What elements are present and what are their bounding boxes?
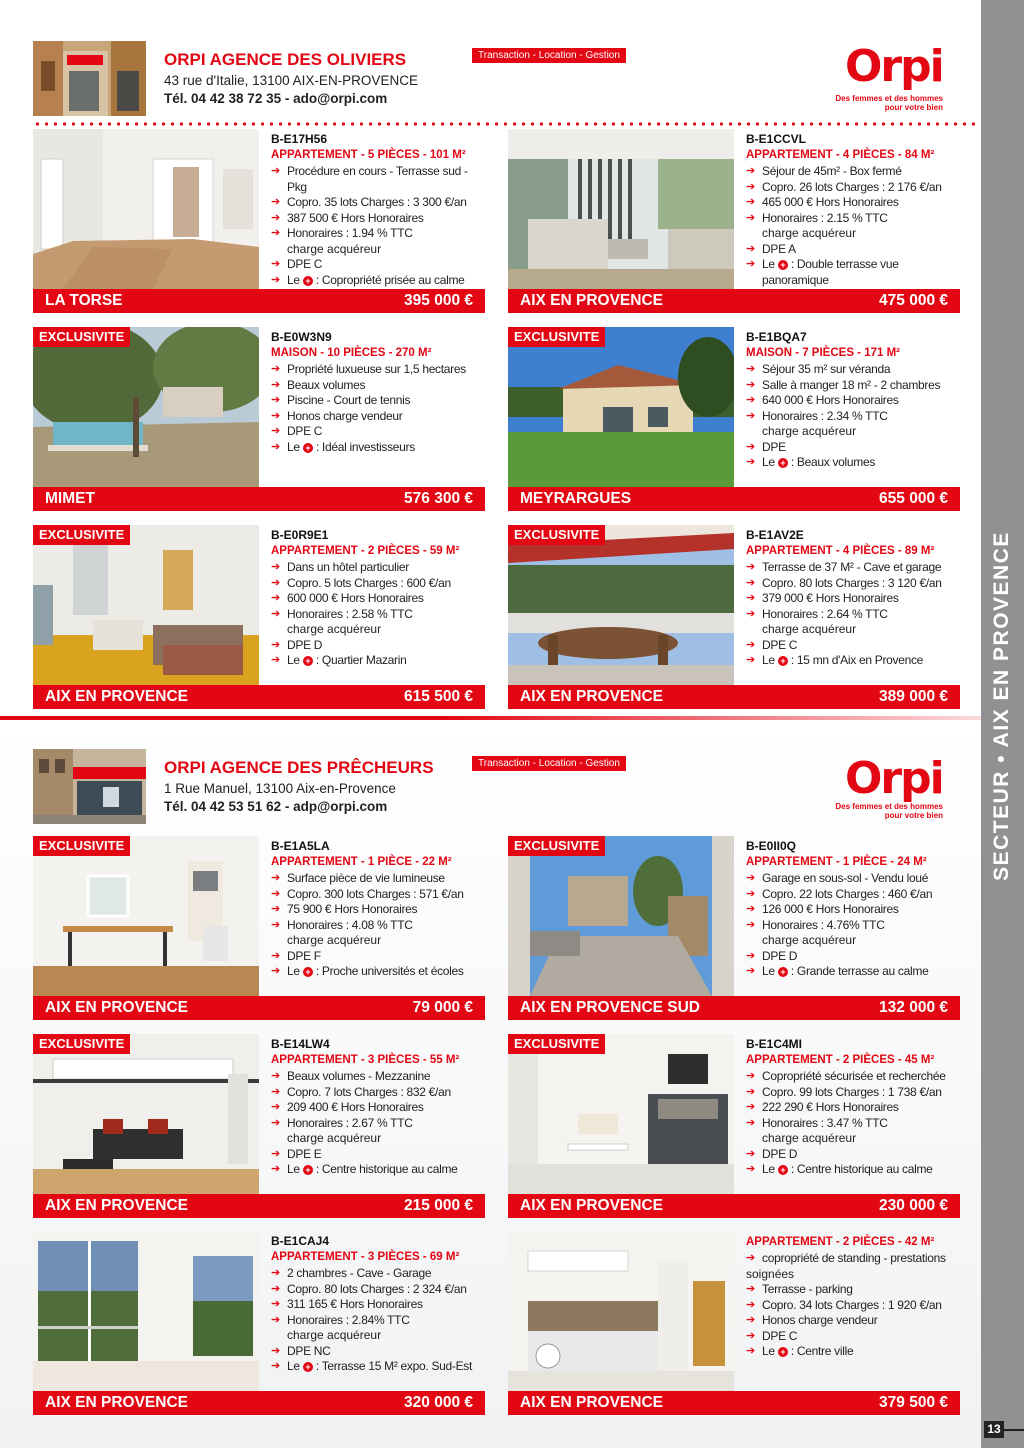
property-dpe: ➔ DPE E (271, 1147, 487, 1163)
property-feature: ➔ 126 000 € Hors Honoraires (746, 902, 962, 918)
property-details (271, 330, 487, 455)
property-feature: ➔ 209 400 € Hors Honoraires (271, 1100, 487, 1116)
plus-icon: + (303, 967, 313, 977)
property-feature: ➔ 465 000 € Hors Honoraires (746, 195, 962, 211)
property-details (746, 132, 962, 288)
exclusive-badge: EXCLUSIVITE (33, 1034, 130, 1054)
property-highlight: ➔ Le + : Grande terrasse au calme (746, 964, 962, 980)
property-highlight: ➔ Le + : Copropriété prisée au calme (271, 273, 487, 289)
property-reference: B-E1CCVL (746, 132, 807, 146)
property-feature: ➔ Séjour 35 m² sur véranda (746, 362, 962, 378)
property-feature: ➔ 222 290 € Hors Honoraires (746, 1100, 962, 1116)
property-feature: ➔ Procédure en cours - Terrasse sud - Pkg (271, 164, 487, 195)
plus-icon: + (303, 656, 313, 666)
property-feature: ➔ Dans un hôtel particulier (271, 560, 487, 576)
exclusive-badge: EXCLUSIVITE (508, 1034, 605, 1054)
property-photo (508, 129, 734, 289)
property-price: 230 000 € (879, 1197, 948, 1214)
property-feature-continued: charge acquéreur (762, 622, 857, 636)
plus-icon: + (303, 443, 313, 453)
price-bar (508, 1391, 960, 1415)
property-reference: B-E1CAJ4 (271, 1234, 330, 1248)
agency-address: 43 rue d'Italie, 13100 AIX-EN-PROVENCE (164, 73, 418, 88)
agency-contact: Tél. 04 42 53 51 62 - adp@orpi.com (164, 799, 388, 814)
property-feature-continued: charge acquéreur (287, 622, 382, 636)
property-details (746, 839, 962, 980)
property-feature: ➔ Séjour de 45m² - Box fermé (746, 164, 962, 180)
property-dpe: ➔ DPE D (271, 638, 487, 654)
price-bar (508, 487, 960, 511)
property-feature: ➔ Honoraires : 2.64 % TTC (746, 607, 962, 623)
property-feature: ➔ Honoraires : 3.47 % TTC (746, 1116, 962, 1132)
property-dpe: ➔ DPE NC (271, 1344, 487, 1360)
property-feature: ➔ Copro. 22 lots Charges : 460 €/an (746, 887, 962, 903)
plus-icon: + (778, 260, 788, 270)
agency-services-tag: Transaction - Location - Gestion (472, 48, 626, 63)
property-feature: ➔ Honoraires : 4.08 % TTC (271, 918, 487, 934)
property-reference: B-E0II0Q (746, 839, 797, 853)
property-photo (33, 525, 259, 685)
property-details (271, 528, 487, 669)
agency-header-precheurs (33, 749, 978, 829)
plus-icon: + (778, 656, 788, 666)
property-details (271, 1234, 487, 1375)
property-listing[interactable] (508, 1231, 960, 1417)
agency-name: ORPI AGENCE DES OLIVIERS (164, 50, 407, 69)
property-dpe: ➔ DPE A (746, 242, 962, 258)
property-highlight: ➔ Le + : Double terrasse vue panoramique (746, 257, 962, 288)
property-photo (508, 327, 734, 487)
property-feature: ➔ Copro. 35 lots Charges : 3 300 €/an (271, 195, 487, 211)
price-bar (508, 685, 960, 709)
property-type: APPARTEMENT - 5 PIÈCES - 101 M² (271, 149, 466, 161)
property-listing[interactable] (508, 327, 960, 513)
property-feature-continued: charge acquéreur (287, 933, 382, 947)
property-feature: ➔ 2 chambres - Cave - Garage (271, 1266, 487, 1282)
property-feature: ➔ Copro. 80 lots Charges : 2 324 €/an (271, 1282, 487, 1298)
property-dpe: ➔ DPE C (746, 1329, 962, 1345)
price-bar (33, 1391, 485, 1415)
property-photo (33, 1231, 259, 1391)
property-reference: B-E1C4MI (746, 1037, 803, 1051)
property-dpe: ➔ DPE F (271, 949, 487, 965)
property-listing[interactable] (508, 836, 960, 1022)
property-feature: ➔ Copro. 7 lots Charges : 832 €/an (271, 1085, 487, 1101)
property-listing[interactable] (33, 327, 485, 513)
property-listing[interactable] (33, 1034, 485, 1220)
property-feature: ➔ Honoraires : 2.58 % TTC (271, 607, 487, 623)
price-bar (33, 996, 485, 1020)
property-photo (33, 327, 259, 487)
plus-icon: + (778, 1165, 788, 1175)
property-listing[interactable] (33, 836, 485, 1022)
property-reference: B-E1AV2E (746, 528, 804, 542)
property-reference: B-E0W3N9 (271, 330, 332, 344)
property-feature-continued: charge acquéreur (762, 226, 857, 240)
property-listing[interactable] (508, 525, 960, 711)
plus-icon: + (778, 458, 788, 468)
exclusive-badge: EXCLUSIVITE (508, 525, 605, 545)
plus-icon: + (778, 967, 788, 977)
property-dpe: ➔ DPE C (271, 257, 487, 273)
property-price: 615 500 € (404, 688, 473, 705)
price-bar (33, 289, 485, 313)
property-highlight: ➔ Le + : Centre historique au calme (271, 1162, 487, 1178)
agency-contact: Tél. 04 42 38 72 35 - ado@orpi.com (164, 91, 388, 106)
property-photo (33, 129, 259, 289)
property-feature: ➔ Honoraires : 1.94 % TTC (271, 226, 487, 242)
property-feature-continued: charge acquéreur (762, 1131, 857, 1145)
property-feature: ➔ Copro. 99 lots Charges : 1 738 €/an (746, 1085, 962, 1101)
page-number-rule (1004, 1429, 1024, 1431)
property-feature: ➔ Beaux volumes (271, 378, 487, 394)
plus-icon: + (303, 1165, 313, 1175)
property-city: LA TORSE (45, 292, 123, 309)
sector-label: SECTEUR • AIX EN PROVENCE (990, 531, 1013, 881)
agency-storefront-photo (33, 749, 146, 824)
agency-name: ORPI AGENCE DES PRÊCHEURS (164, 758, 434, 777)
agency-storefront-photo (33, 41, 146, 116)
property-price: 132 000 € (879, 999, 948, 1016)
property-feature: ➔ Copropriété sécurisée et recherchée (746, 1069, 962, 1085)
property-city: AIX EN PROVENCE (45, 1197, 188, 1214)
property-feature-continued: charge acquéreur (287, 241, 382, 256)
property-price: 655 000 € (879, 490, 948, 507)
property-listing[interactable] (508, 1034, 960, 1220)
property-type: APPARTEMENT - 3 PIÈCES - 55 M² (271, 1054, 460, 1066)
property-type: APPARTEMENT - 1 PIÈCE - 22 M² (271, 856, 452, 868)
property-feature: ➔ Honoraires : 4.76% TTC (746, 918, 962, 934)
property-photo (33, 1034, 259, 1194)
property-listing[interactable] (508, 129, 960, 315)
property-price: 79 000 € (412, 999, 473, 1016)
price-bar (508, 289, 960, 313)
property-listing[interactable] (33, 525, 485, 711)
property-feature: ➔ Surface pièce de vie lumineuse (271, 871, 487, 887)
exclusive-badge: EXCLUSIVITE (33, 525, 130, 545)
price-bar (508, 996, 960, 1020)
property-dpe: ➔ DPE D (746, 949, 962, 965)
property-city: AIX EN PROVENCE (45, 688, 188, 705)
plus-icon: + (778, 1347, 788, 1357)
property-feature: ➔ Honoraires : 2.15 % TTC (746, 211, 962, 227)
orpi-logo: Orpi (845, 753, 943, 804)
price-bar (33, 685, 485, 709)
page-number: 13 (984, 1421, 1004, 1438)
orpi-slogan: Des femmes et des hommes pour votre bien (835, 94, 943, 112)
property-feature: ➔ Beaux volumes - Mezzanine (271, 1069, 487, 1085)
property-feature-continued: charge acquéreur (287, 1131, 382, 1145)
property-feature: ➔ Honoraires : 2.67 % TTC (271, 1116, 487, 1132)
property-feature: ➔ Copro. 34 lots Charges : 1 920 €/an (746, 1298, 962, 1314)
agency-header-oliviers (33, 41, 978, 121)
property-details (271, 132, 487, 288)
property-feature: ➔ 75 900 € Hors Honoraires (271, 902, 487, 918)
property-type: APPARTEMENT - 2 PIÈCES - 59 M² (271, 545, 460, 557)
property-photo (508, 1231, 734, 1391)
property-feature-continued: charge acquéreur (287, 1328, 382, 1342)
property-type: MAISON - 10 PIÈCES - 270 M² (271, 347, 432, 359)
exclusive-badge: EXCLUSIVITE (33, 327, 130, 347)
property-details (271, 839, 487, 980)
agency-services-tag: Transaction - Location - Gestion (472, 756, 626, 771)
property-feature: ➔ Salle à manger 18 m² - 2 chambres (746, 378, 962, 394)
property-photo (508, 836, 734, 996)
section-separator (0, 716, 981, 720)
property-type: APPARTEMENT - 2 PIÈCES - 45 M² (746, 1054, 935, 1066)
property-dpe: ➔ DPE C (746, 638, 962, 654)
property-feature: ➔ Honos charge vendeur (746, 1313, 962, 1329)
property-reference: B-E0R9E1 (271, 528, 329, 542)
property-feature-continued: charge acquéreur (762, 424, 857, 438)
property-photo (33, 836, 259, 996)
property-dpe: ➔ DPE D (746, 1147, 962, 1163)
orpi-slogan: Des femmes et des hommes pour votre bien (835, 802, 943, 820)
property-feature: ➔ copropriété de standing - prestations (746, 1251, 962, 1267)
property-price: 395 000 € (404, 292, 473, 309)
property-feature: ➔ Garage en sous-sol - Vendu loué (746, 871, 962, 887)
price-bar (33, 487, 485, 511)
property-price: 389 000 € (879, 688, 948, 705)
property-highlight: ➔ Le + : Quartier Mazarin (271, 653, 487, 669)
property-type: APPARTEMENT - 3 PIÈCES - 69 M² (271, 1251, 460, 1263)
property-details (746, 330, 962, 471)
property-reference: B-E1BQA7 (746, 330, 807, 344)
property-feature-continued: charge acquéreur (762, 933, 857, 947)
property-city: MIMET (45, 490, 95, 507)
property-city: MEYRARGUES (520, 490, 632, 507)
property-type: APPARTEMENT - 2 PIÈCES - 42 M² (746, 1236, 935, 1248)
exclusive-badge: EXCLUSIVITE (33, 836, 130, 856)
agency-address: 1 Rue Manuel, 13100 Aix-en-Provence (164, 781, 396, 796)
property-city: AIX EN PROVENCE (520, 292, 663, 309)
property-dpe: ➔ DPE (746, 440, 962, 456)
property-listing[interactable] (33, 1231, 485, 1417)
property-city: AIX EN PROVENCE (520, 1394, 663, 1411)
property-feature: ➔ Copro. 26 lots Charges : 2 176 €/an (746, 180, 962, 196)
property-feature: ➔ 311 165 € Hors Honoraires (271, 1297, 487, 1313)
property-details (746, 528, 962, 669)
property-feature: ➔ 600 000 € Hors Honoraires (271, 591, 487, 607)
property-feature: ➔ Honoraires : 2.84% TTC (271, 1313, 487, 1329)
property-highlight: ➔ Le + : Centre historique au calme (746, 1162, 962, 1178)
property-feature: ➔ Terrasse - parking (746, 1282, 962, 1298)
property-highlight: ➔ Le + : Terrasse 15 M² expo. Sud-Est (271, 1359, 487, 1375)
property-type: APPARTEMENT - 4 PIÈCES - 84 M² (746, 149, 935, 161)
property-price: 215 000 € (404, 1197, 473, 1214)
property-price: 475 000 € (879, 292, 948, 309)
property-listing[interactable] (33, 129, 485, 315)
exclusive-badge: EXCLUSIVITE (508, 836, 605, 856)
dotted-divider (33, 122, 978, 126)
property-dpe: ➔ DPE C (271, 424, 487, 440)
property-details (746, 1234, 962, 1360)
property-type: APPARTEMENT - 1 PIÈCE - 24 M² (746, 856, 927, 868)
property-type: MAISON - 7 PIÈCES - 171 M² (746, 347, 901, 359)
property-feature: ➔ Honos charge vendeur (271, 409, 487, 425)
property-feature: ➔ 379 000 € Hors Honoraires (746, 591, 962, 607)
orpi-logo: Orpi (845, 41, 943, 92)
property-photo (508, 525, 734, 685)
property-feature: ➔ 387 500 € Hors Honoraires (271, 211, 487, 227)
property-highlight: ➔ Le + : 15 mn d'Aix en Provence (746, 653, 962, 669)
property-city: AIX EN PROVENCE (520, 688, 663, 705)
property-highlight: ➔ Le + : Beaux volumes (746, 455, 962, 471)
property-feature: ➔ 640 000 € Hors Honoraires (746, 393, 962, 409)
property-price: 320 000 € (404, 1394, 473, 1411)
property-city: AIX EN PROVENCE (45, 999, 188, 1016)
property-city: AIX EN PROVENCE (520, 1197, 663, 1214)
property-feature: ➔ Piscine - Court de tennis (271, 393, 487, 409)
property-feature: ➔ Copro. 300 lots Charges : 571 €/an (271, 887, 487, 903)
property-type: APPARTEMENT - 4 PIÈCES - 89 M² (746, 545, 935, 557)
property-highlight: ➔ Le + : Proche universités et écoles (271, 964, 487, 980)
property-price: 576 300 € (404, 490, 473, 507)
plus-icon: + (303, 276, 313, 286)
property-feature: ➔ Copro. 80 lots Charges : 3 120 €/an (746, 576, 962, 592)
property-city: AIX EN PROVENCE (45, 1394, 188, 1411)
property-details (271, 1037, 487, 1178)
exclusive-badge: EXCLUSIVITE (508, 327, 605, 347)
property-reference: B-E14LW4 (271, 1037, 330, 1051)
plus-icon: + (303, 1362, 313, 1372)
property-feature: ➔ Terrasse de 37 M² - Cave et garage (746, 560, 962, 576)
property-photo (508, 1034, 734, 1194)
property-feature: ➔ Honoraires : 2.34 % TTC (746, 409, 962, 425)
property-reference: B-E17H56 (271, 132, 328, 146)
property-city: AIX EN PROVENCE SUD (520, 999, 701, 1016)
property-feature: ➔ Copro. 5 lots Charges : 600 €/an (271, 576, 487, 592)
property-reference: B-E1A5LA (271, 839, 330, 853)
property-details (746, 1037, 962, 1178)
property-feature-continued: soignées (746, 1266, 795, 1281)
price-bar (33, 1194, 485, 1218)
property-highlight: ➔ Le + : Centre ville (746, 1344, 962, 1360)
property-feature: ➔ Propriété luxueuse sur 1,5 hectares (271, 362, 487, 378)
price-bar (508, 1194, 960, 1218)
property-highlight: ➔ Le + : Idéal investisseurs (271, 440, 487, 456)
property-price: 379 500 € (879, 1394, 948, 1411)
